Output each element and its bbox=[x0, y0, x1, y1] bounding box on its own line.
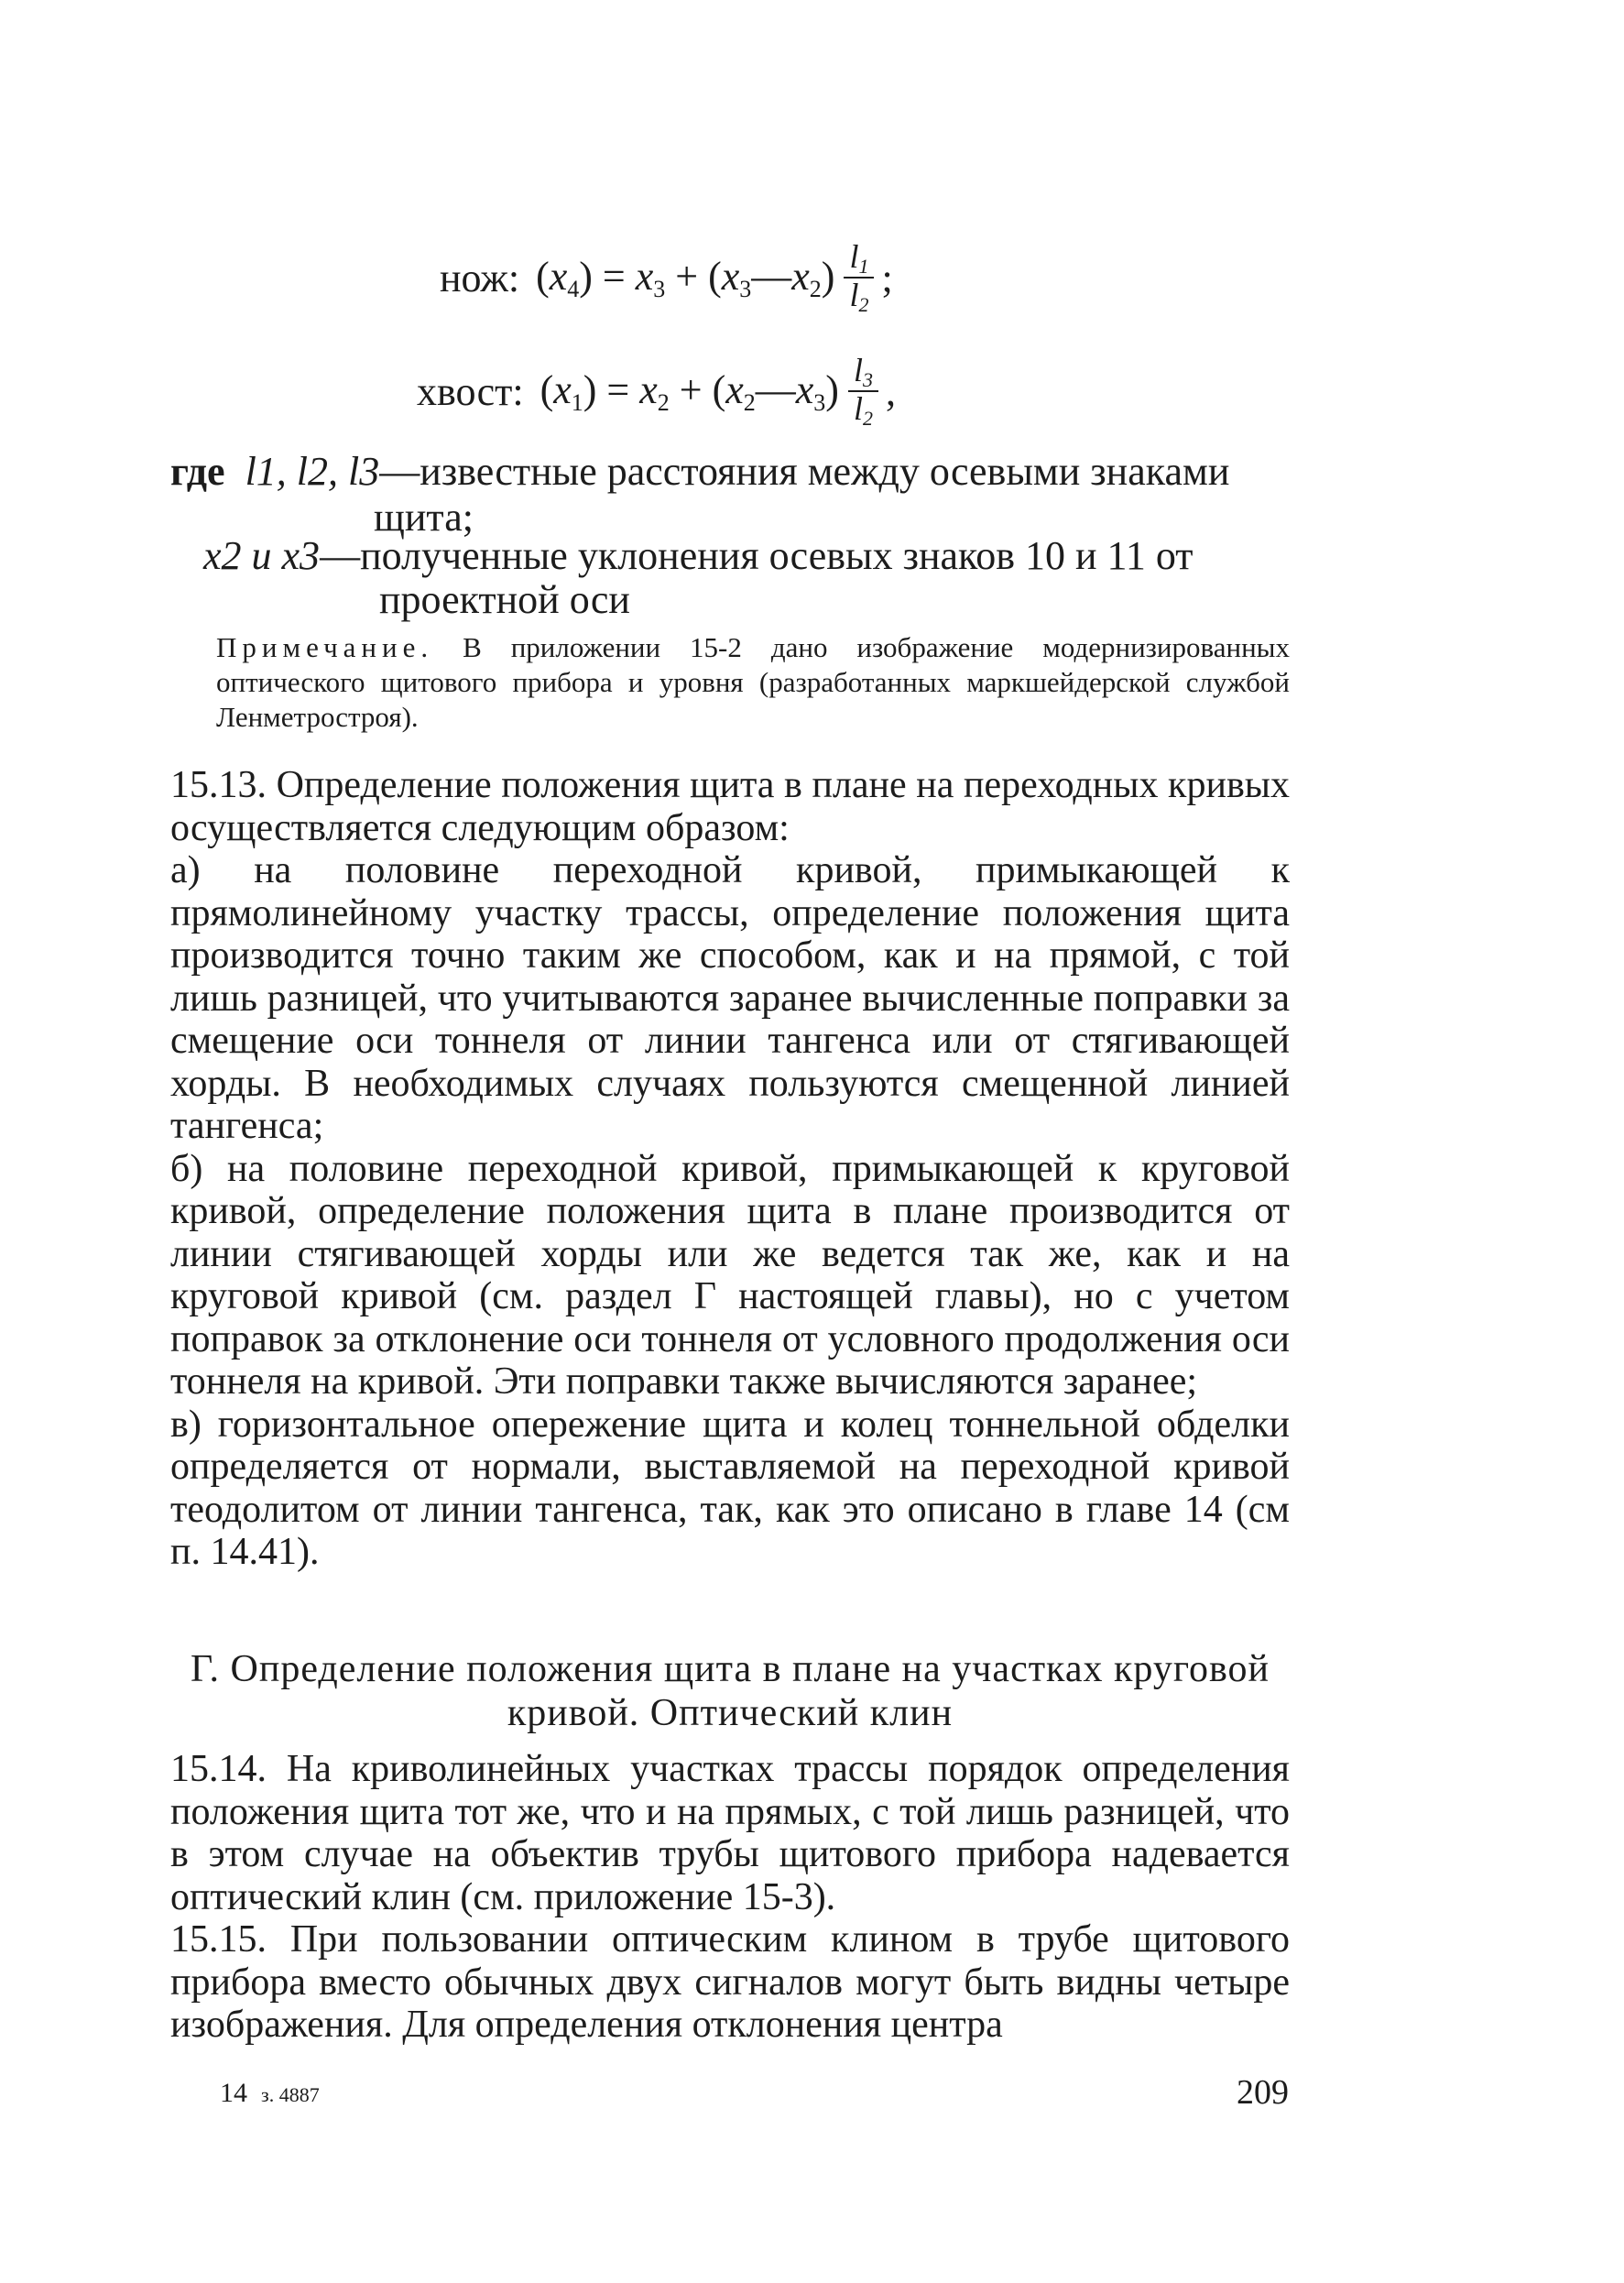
definition-line-2-cont: проектной оси bbox=[379, 577, 630, 622]
definition-line-1-cont: щита; bbox=[374, 495, 474, 540]
paragraph-15-13-b: б) на половине переходной кривой, примыкающей к круговой кривой, определение положения щита в плане производится от линии стягивающей хорды или же ведется так же, как и на круговой кривой (см. раздел Г настоящей главы), но с учетом поправок за отклонение оси тоннеля от условного продолжения оси тоннеля на кривой. Эти поправки также вычисляются заранее; bbox=[170, 1147, 1290, 1403]
paragraph-15-14: 15.14. На криволинейных участках трассы порядок определения положения щита тот же, что и на прямых, с той лишь разницей, что в этом случае на объектив трубы щитового прибора надевается оптический клин (см. приложение 15-3). bbox=[170, 1748, 1290, 1918]
paragraph-15-13-c: в) горизонтальное опережение щита и колец тоннельной обделки определяется от нормали, выставляемой на переходной кривой теодолитом от линии тангенса, так, как это описано в главе 14 (см п. 14.41). bbox=[170, 1403, 1290, 1573]
note-label: Примечание. bbox=[216, 631, 434, 663]
formula-tail-fraction: $\frac{l_3}{l_2}$ bbox=[848, 354, 878, 429]
paragraph-15-13-a: а) на половине переходной кривой, примыкающей к прямолинейному участку трассы, определение положения щита производится точно таким же способом, как и на прямой, с той лишь разницей, что учитываются заранее вычисленные поправки за смещение оси тоннеля от линии тангенса или от стягивающей хорды. В необходимых случаях пользуются смещенной линией тангенса; bbox=[170, 849, 1290, 1147]
paragraph-15-13-block bbox=[170, 764, 1290, 1574]
formula-knife-fraction: $\frac{l_1}{l_2}$ bbox=[844, 240, 874, 315]
paragraph-15-15: 15.15. При пользовании оптическим клином в трубе щитового прибора вместо обычных двух сигналов могут быть видны четыре изображения. Для определения отклонения центра bbox=[170, 1918, 1290, 2046]
printer-signature: 14 з. 4887 bbox=[220, 2078, 320, 2108]
section-heading: Г. Определение положения щита в плане на участках круговой кривой. Оптический клин bbox=[190, 1648, 1270, 1734]
paragraph-15-14-block bbox=[170, 1748, 1290, 2047]
definition-line-2: x2 и x3—полученные уклонения осевых знаков 10 и 11 от bbox=[203, 533, 1193, 578]
formula-knife: нож: $(x_4) = x_3$ + $(x_3—x_2)$ $\frac{l_1}{l_2}$ ; bbox=[440, 237, 893, 316]
note-block bbox=[216, 630, 1290, 735]
paragraph-15-13: 15.13. Определение положения щита в плане на переходных кривых осуществляется следующим образом: bbox=[170, 764, 1290, 849]
page-number: 209 bbox=[1237, 2073, 1289, 2112]
definition-2-vars: x2 и x3 bbox=[203, 533, 321, 578]
note-text: В приложении 15-2 дано изображение модернизированных оптического щитового прибора и уровня (разработанных маркшейдерской службой Ленметростроя). bbox=[216, 631, 1291, 733]
formula-knife-label: нож: bbox=[440, 255, 520, 300]
definition-1-vars: l1, l2, l3 bbox=[245, 449, 380, 494]
formula-tail: хвост: $(x_1) = x_2$ + $(x_2—x_3)$ $\frac{l_3}{l_2}$ , bbox=[417, 351, 896, 430]
formula-tail-label: хвост: bbox=[417, 368, 524, 414]
definition-line-1: где l1, l2, l3—известные расстояния между осевыми знаками bbox=[170, 449, 1230, 494]
